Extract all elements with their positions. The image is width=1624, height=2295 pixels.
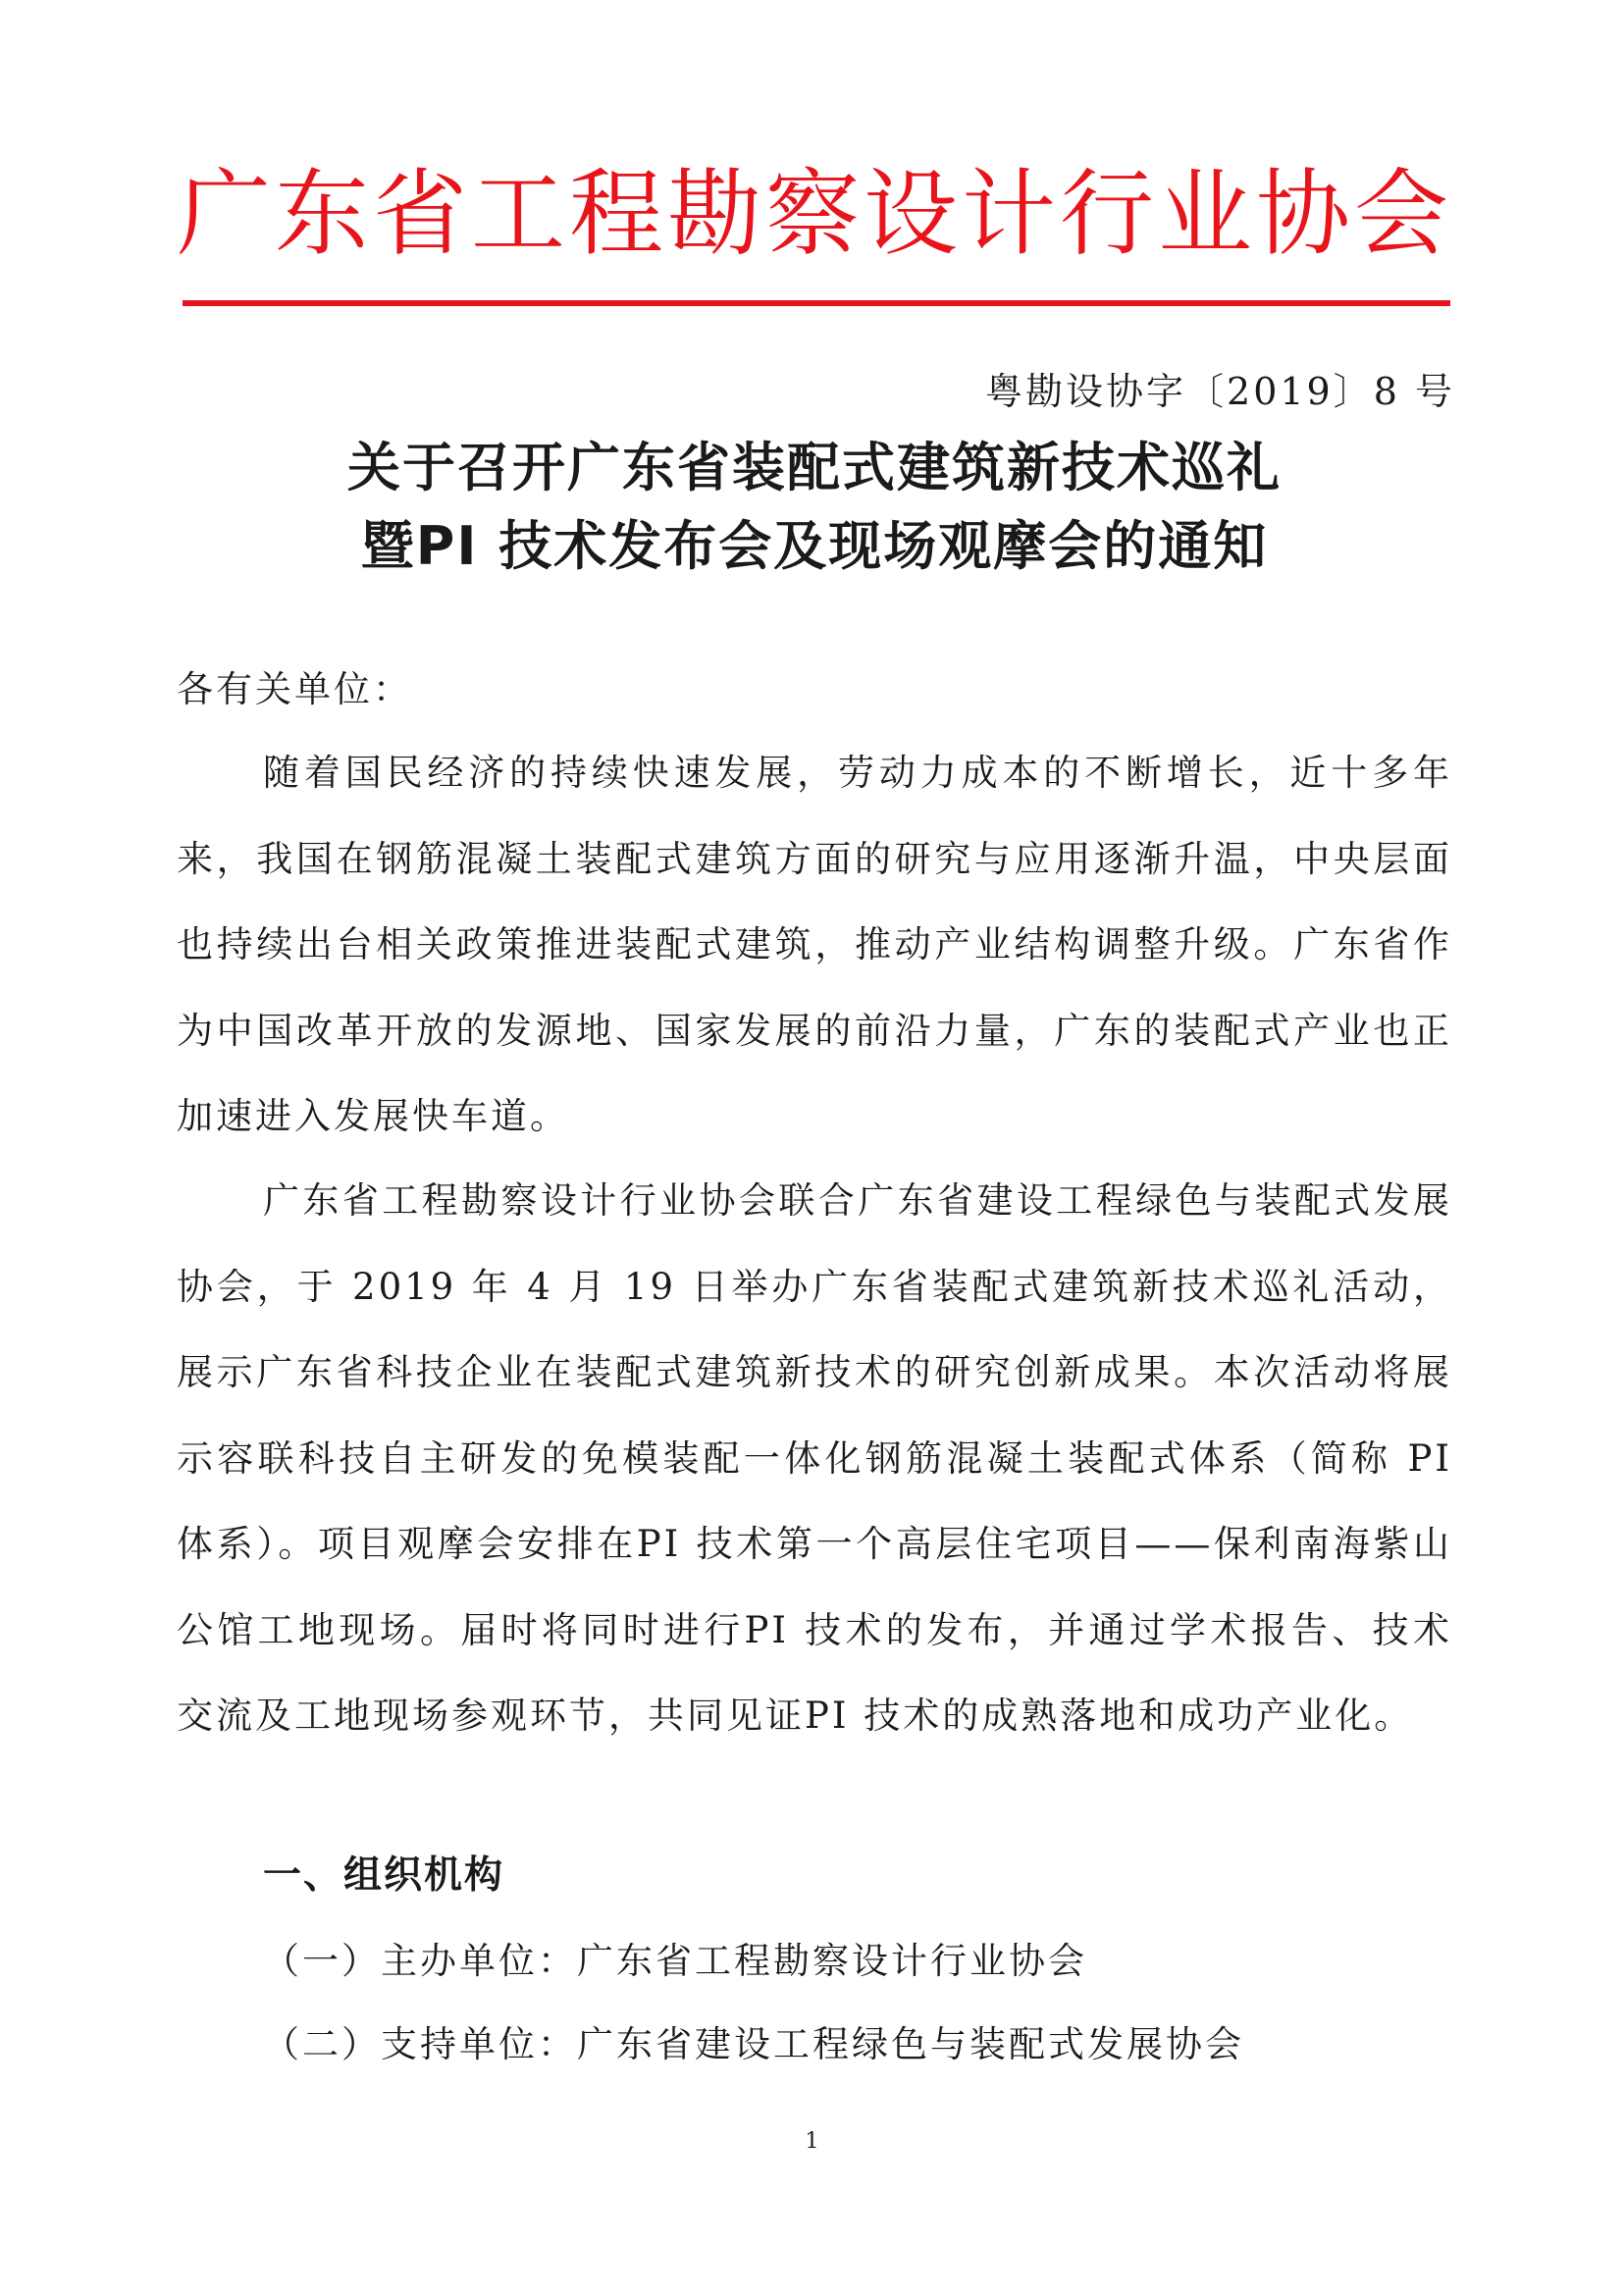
supporter-item: （二）支持单位：广东省建设工程绿色与装配式发展协会 — [263, 2023, 1244, 2065]
salutation: 各有关单位： — [177, 668, 412, 710]
section-heading: 一、组织机构 — [263, 1853, 505, 1898]
letterhead-org-name: 广东省工程勘察设计行业协会 — [177, 159, 1452, 269]
body-paragraph-2: 广东省工程勘察设计行业协会联合广东省建设工程绿色与装配式发展协会，于 2019 年 4 月 19 日举办广东省装配式建筑新技术巡礼活动，展示广东省科技企业在装配式建筑新技术的研究创新成果。本次活动将展示容联科技自主研发的免模装配一体化钢筋混凝土装配式体系（简称 PI 体系）。项目观摩会安排在PI 技术第一个高层住宅项目——保利南海紫山公馆工地现场。届时将同时进行PI 技术的发布，并通过学术报告、技术交流及工地现场参观环节，共同见证PI 技术的成熟落地和成功产业化。 — [177, 1179, 1452, 1737]
document-title-line-2: 暨PI 技术发布会及现场观摩会的通知 — [360, 515, 1269, 577]
page-number: 1 — [805, 2129, 819, 2154]
document-number: 粤勘设协字〔2019〕8 号 — [985, 370, 1455, 413]
letterhead-red-rule — [183, 300, 1450, 306]
document-title-line-1: 关于召开广东省装配式建筑新技术巡礼 — [347, 437, 1282, 498]
body-paragraph-1: 随着国民经济的持续快速发展，劳动力成本的不断增长，近十多年来，我国在钢筋混凝土装配式建筑方面的研究与应用逐渐升温，中央层面也持续出台相关政策推进装配式建筑，推动产业结构调整升级。广东省作为中国改革开放的发源地、国家发展的前沿力量，广东的装配式产业也正加速进入发展快车道。 — [177, 752, 1452, 1137]
organizer-item: （一）主办单位：广东省工程勘察设计行业协会 — [263, 1940, 1087, 1982]
